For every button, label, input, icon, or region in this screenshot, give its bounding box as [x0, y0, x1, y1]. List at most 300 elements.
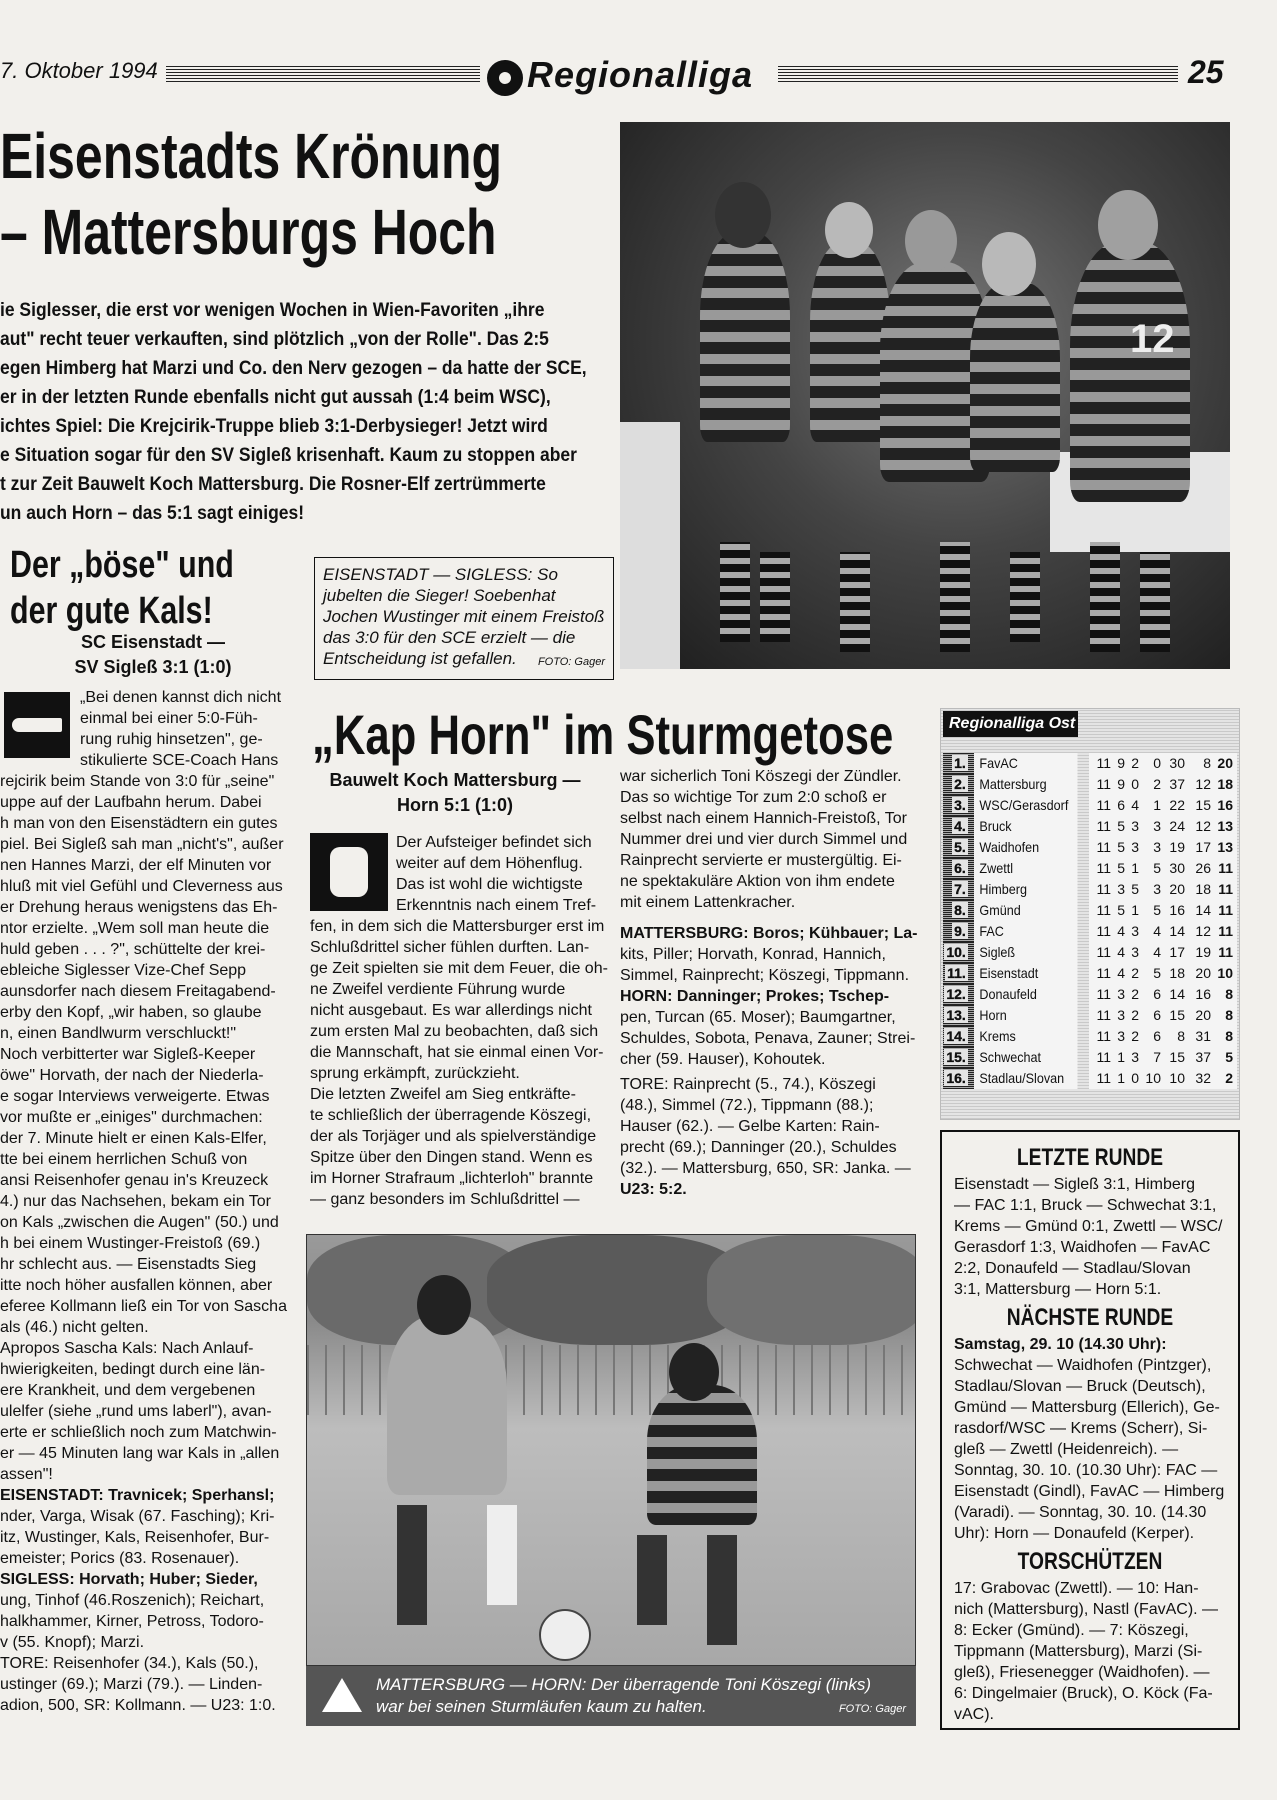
triangle-icon: [322, 1678, 362, 1712]
stat-d: 2: [1131, 965, 1139, 981]
text-line: nicht ausgebaut. Es war allerdings nicht: [310, 1002, 592, 1019]
rank-label: 16.: [946, 1070, 966, 1086]
stat-ga: 32: [1195, 1070, 1211, 1086]
caption-line: war bei seinen Sturmläufen kaum zu halten.: [376, 1697, 707, 1716]
text-line: mit einem Lattenkracher.: [620, 894, 796, 911]
text-line: Nummer drei und vier durch Simmel und: [620, 831, 908, 848]
stat-l: 3: [1153, 839, 1161, 855]
lineup-line: halkhammer, Kirner, Petross, Todoro-: [0, 1613, 264, 1630]
table-row: [943, 1026, 1237, 1047]
text-line: vAC).: [954, 1706, 994, 1723]
lineup-line: U23: 5:2.: [620, 1181, 687, 1198]
text-line: huld geben . . . ?", schüttelte der krei-: [0, 941, 266, 958]
table-row: [943, 837, 1237, 858]
table-row: [943, 921, 1237, 942]
text-line: die Mannschaft, hat sie einmal einen Vor-: [310, 1044, 604, 1061]
text-line: n, einen Bandlwurm verschluckt!": [0, 1025, 237, 1042]
text-line: rejcirik beim Stande von 3:0 für „seine": [0, 773, 275, 790]
lineup-line: Simmel, Rainprecht; Köszegi, Tippmann.: [620, 967, 910, 984]
results-box: [940, 1130, 1240, 1730]
lineup-line: itz, Wustinger, Kals, Reisenhofer, Bur-: [0, 1529, 270, 1546]
text-line: e sogar Interviews verweigerte. Etwas: [0, 1088, 270, 1105]
text-line: 6: Dingelmaier (Bruck), O. Köck (Fa-: [954, 1685, 1213, 1702]
stat-gf: 10: [1169, 1070, 1185, 1086]
stat-l: 10: [1145, 1070, 1161, 1086]
lineup-line: adion, 500, SR: Kollmann. — U23: 1:0.: [0, 1697, 276, 1714]
stat-g: 11: [1096, 986, 1111, 1002]
team-cell: Horn: [974, 1005, 1078, 1026]
text-line: ebleiche Siglesser Vize-Chef Sepp: [0, 962, 247, 979]
text-line: ne spektakuläre Aktion von ihm endete: [620, 873, 895, 890]
intro-line: ichtes Spiel: Die Krejcirik-Truppe blieb 3:1-Derbysieger! Jetzt wird: [0, 416, 548, 437]
caption-text: EISENSTADT — SIGLESS: So jubelten die Sieger! Soebenhat Jochen Wustinger mit einem Freistoß das 3:0 für den SCE erzielt — die Entscheidung ist gefallen.: [323, 565, 605, 668]
text-line: ntor erzielte. „Wem soll man heute die: [0, 920, 270, 937]
football-icon: [487, 60, 523, 96]
intro-line: un auch Horn – das 5:1 sagt einiges!: [0, 503, 305, 524]
stat-g: 11: [1096, 1070, 1111, 1086]
stats-cell: [1089, 963, 1237, 984]
stats-cell: [1089, 816, 1237, 837]
stat-l: 5: [1153, 965, 1161, 981]
stat-w: 3: [1117, 1028, 1125, 1044]
stat-l: 7: [1153, 1049, 1161, 1065]
text-line: Eisenstadt (Gindl), FavAC — Himberg: [954, 1483, 1225, 1500]
stat-ga: 18: [1195, 881, 1211, 897]
stat-l: 4: [1153, 944, 1161, 960]
lineup-line: cher (59. Hauser), Kohoutek.: [620, 1051, 826, 1068]
table-row: [943, 816, 1237, 837]
rank-label: 2.: [954, 776, 966, 792]
issue-date: 7. Oktober 1994: [0, 58, 158, 83]
text-line: Sonntag, 30. 10. (10.30 Uhr): FAC —: [954, 1462, 1218, 1479]
text-line: weiter auf dem Höhenflug.: [396, 855, 583, 872]
rank-cell: [943, 837, 974, 858]
stat-gf: 24: [1169, 818, 1185, 834]
text-line: ansi Reisenhofer genau in's Kreuzeck: [0, 1172, 269, 1189]
stat-w: 3: [1117, 986, 1125, 1002]
table-row: [943, 795, 1237, 816]
stat-d: 1: [1131, 860, 1139, 876]
stat-g: 11: [1096, 755, 1111, 771]
header-rule-left: [166, 66, 480, 82]
header-rule-right: [778, 66, 1178, 82]
next-round-text: [954, 1334, 1226, 1544]
table-row: [943, 879, 1237, 900]
stat-gf: 37: [1169, 776, 1185, 792]
lineup-line: emeister; Porics (83. Rosenauer).: [0, 1550, 240, 1567]
scorers-text: [954, 1578, 1226, 1725]
stat-ga: 20: [1195, 965, 1211, 981]
stat-ga: 15: [1195, 797, 1211, 813]
rank-label: 4.: [954, 818, 966, 834]
stat-g: 11: [1096, 923, 1111, 939]
stat-d: 3: [1131, 818, 1139, 834]
table-row: [943, 858, 1237, 879]
stat-gf: 15: [1169, 1007, 1185, 1023]
stat-ga: 12: [1195, 923, 1211, 939]
text-line: Uhr): Horn — Donaufeld (Kerper).: [954, 1525, 1195, 1542]
team-cell: Mattersburg: [974, 774, 1078, 795]
stat-d: 3: [1131, 944, 1139, 960]
stat-ga: 12: [1195, 776, 1211, 792]
team-cell: Bruck: [974, 816, 1078, 837]
stat-pts: 11: [1218, 944, 1233, 960]
text-line: itte noch höher ausfallen können, aber: [0, 1277, 273, 1294]
text-line: Schwechat — Waidhofen (Pintzger),: [954, 1357, 1212, 1374]
last-round-text: [954, 1174, 1226, 1300]
section-title: Regionalliga: [527, 54, 754, 95]
article2-match-line-1: Bauwelt Koch Mattersburg —: [329, 770, 581, 790]
rank-label: 5.: [954, 839, 966, 855]
lineup-line: SIGLESS: Horvath; Huber; Sieder,: [0, 1571, 258, 1588]
stat-d: 3: [1131, 839, 1139, 855]
stat-l: 6: [1153, 986, 1161, 1002]
stat-gf: 15: [1169, 1049, 1185, 1065]
team-cell: Donaufeld: [974, 984, 1078, 1005]
text-line: hluß mit viel Gefühl und Cleverness aus: [0, 878, 283, 895]
text-line: erte er schließlich noch zum Matchwin-: [0, 1424, 277, 1441]
lineup-line: kits, Piller; Horvath, Konrad, Hannich,: [620, 946, 886, 963]
stat-g: 11: [1096, 839, 1111, 855]
stat-g: 11: [1096, 902, 1111, 918]
caption-line: MATTERSBURG — HORN: Der überragende Toni Köszegi (links): [376, 1675, 872, 1694]
text-line: fen, in dem sich die Mattersburger erst im: [310, 918, 605, 935]
table-row: [943, 1068, 1237, 1089]
text-line: zum ersten Mal zu beobachten, daß sich: [310, 1023, 599, 1040]
text-line: ne Zweifel verdiente Führung wurde: [310, 981, 566, 998]
stat-ga: 31: [1195, 1028, 1211, 1044]
stat-gf: 17: [1169, 944, 1185, 960]
stats-cell: [1089, 879, 1237, 900]
stats-cell: [1089, 774, 1237, 795]
stat-ga: 19: [1195, 944, 1211, 960]
text-line: nen Hannes Marzi, der elf Minuten vor: [0, 857, 272, 874]
stat-d: 2: [1131, 1007, 1139, 1023]
article1-headline-line-2: der gute Kals!: [10, 590, 213, 632]
stats-cell: [1089, 921, 1237, 942]
celebration-photo: [620, 122, 1230, 669]
table-row: [943, 753, 1237, 774]
rank-cell: [943, 984, 974, 1005]
text-line: te schließlich der überragende Köszegi,: [310, 1107, 592, 1124]
rank-cell: [943, 879, 974, 900]
headline-line-1: Eisenstadts Krönung: [0, 120, 503, 192]
stat-gf: 14: [1169, 923, 1185, 939]
rank-cell: [943, 963, 974, 984]
text-line: ge Zeit spielten sie mit dem Feuer, die oh-: [310, 960, 608, 977]
stat-l: 1: [1153, 797, 1161, 813]
stat-d: 2: [1131, 755, 1139, 771]
stat-w: 4: [1117, 944, 1125, 960]
lineup-line: (32.). — Mattersburg, 650, SR: Janka. —: [620, 1160, 911, 1177]
match-action-photo: [306, 1234, 916, 1666]
rank-cell: [943, 858, 974, 879]
page-number: 25: [1188, 54, 1224, 90]
stat-w: 9: [1117, 755, 1125, 771]
text-line: nich (Mattersburg), Nastl (FavAC). —: [954, 1601, 1219, 1618]
lineup-line: v (55. Knopf); Marzi.: [0, 1634, 145, 1651]
table-row: [943, 1047, 1237, 1068]
stat-g: 11: [1096, 881, 1111, 897]
intro-line: t zur Zeit Bauwelt Koch Mattersburg. Die Rosner-Elf zertrümmerte: [0, 474, 546, 495]
stat-l: 6: [1153, 1028, 1161, 1044]
team-cell: FAC: [974, 921, 1078, 942]
stats-cell: [1089, 858, 1237, 879]
text-line: 3:1, Mattersburg — Horn 5:1.: [954, 1281, 1162, 1298]
stat-ga: 20: [1195, 1007, 1211, 1023]
article1-match-line-1: SC Eisenstadt —: [80, 632, 226, 652]
stat-d: 5: [1131, 881, 1139, 897]
text-line: Tippmann (Mattersburg), Marzi (Si-: [954, 1643, 1203, 1660]
stat-pts: 13: [1217, 818, 1233, 834]
lineup-line: Schuldes, Sobota, Penava, Zauner; Strei-: [620, 1030, 916, 1047]
standings-table: [940, 708, 1240, 1120]
text-line: im Horner Strafraum „lichterloh" brannte: [310, 1170, 594, 1187]
lineup-line: TORE: Rainprecht (5., 74.), Köszegi: [620, 1076, 876, 1093]
stats-cell: [1089, 942, 1237, 963]
stat-gf: 19: [1169, 839, 1185, 855]
team-cell: Stadlau/Slovan: [974, 1068, 1078, 1089]
stat-d: 2: [1131, 986, 1139, 1002]
text-line: stikulierte SCE-Coach Hans: [80, 752, 279, 769]
stat-ga: 16: [1195, 986, 1211, 1002]
text-line: rung ruhig hinsetzen", ge-: [80, 731, 263, 748]
stat-gf: 30: [1169, 860, 1185, 876]
stat-d: 1: [1131, 902, 1139, 918]
lineup-line: MATTERSBURG: Boros; Kühbauer; La-: [620, 925, 918, 942]
text-line: gleß), Friesenegger (Waidhofen). —: [954, 1664, 1210, 1681]
rank-label: 8.: [954, 902, 966, 918]
stat-w: 5: [1117, 860, 1125, 876]
text-line: der als Torjäger und als spielverständige: [310, 1128, 597, 1145]
lineup-line: precht (69.); Danninger (20.), Schuldes: [620, 1139, 897, 1156]
text-line: Das ist wohl die wichtigste: [396, 876, 583, 893]
stats-cell: [1089, 984, 1237, 1005]
jersey-number: 12: [1130, 317, 1175, 361]
lineup-line: TORE: Reisenhofer (34.), Kals (50.),: [0, 1655, 259, 1672]
lineup-line: (48.), Simmel (72.), Tippmann (88.);: [620, 1097, 874, 1114]
stat-pts: 8: [1225, 1007, 1233, 1023]
text-line: 2:2, Donaufeld — Stadlau/Slovan: [954, 1260, 1191, 1277]
rank-cell: [943, 753, 974, 774]
rank-cell: [943, 795, 974, 816]
text-line: Krems — Gmünd 0:1, Zwettl — WSC/: [954, 1218, 1223, 1235]
rank-cell: [943, 774, 974, 795]
rank-cell: [943, 816, 974, 837]
rank-cell: [943, 900, 974, 921]
stat-l: 3: [1153, 881, 1161, 897]
stats-cell: [1089, 837, 1237, 858]
text-line: ere Krankheit, und dem vergebenen: [0, 1382, 256, 1399]
stat-g: 11: [1096, 860, 1111, 876]
table-row: [943, 942, 1237, 963]
stat-d: 3: [1131, 923, 1139, 939]
text-line: er Drehung heraus wenigstens das Eh-: [0, 899, 278, 916]
stat-w: 5: [1117, 902, 1125, 918]
rank-label: 6.: [954, 860, 966, 876]
stat-pts: 16: [1217, 797, 1233, 813]
stats-cell: [1089, 1026, 1237, 1047]
stat-ga: 26: [1195, 860, 1211, 876]
article2-match: [320, 768, 590, 818]
table-row: [943, 984, 1237, 1005]
text-line: „Bei denen kannst dich nicht: [80, 689, 282, 706]
stat-w: 6: [1117, 797, 1125, 813]
stat-d: 4: [1131, 797, 1139, 813]
stat-l: 0: [1153, 755, 1161, 771]
rank-label: 9.: [954, 923, 966, 939]
scorers-heading: TORSCHÜTZEN: [1017, 1548, 1163, 1575]
stat-gf: 8: [1177, 1028, 1185, 1044]
stat-w: 9: [1117, 776, 1125, 792]
rank-cell: [943, 921, 974, 942]
stat-pts: 5: [1225, 1049, 1233, 1065]
rank-cell: [943, 1068, 974, 1089]
text-line: war sicherlich Toni Köszegi der Zündler.: [620, 768, 902, 785]
stat-ga: 12: [1195, 818, 1211, 834]
stats-cell: [1089, 795, 1237, 816]
stat-d: 2: [1131, 1028, 1139, 1044]
stat-g: 11: [1096, 944, 1111, 960]
text-line: einmal bei einer 5:0-Füh-: [80, 710, 258, 727]
text-line: assen"!: [0, 1466, 53, 1483]
text-line: Apropos Sascha Kals: Nach Anlauf-: [0, 1340, 254, 1357]
headline-line-2: – Mattersburgs Hoch: [0, 196, 497, 268]
text-line: Schlußdrittel sicher fühlen durften. Lan-: [310, 939, 590, 956]
football: [539, 1609, 591, 1661]
stat-pts: 11: [1218, 902, 1233, 918]
text-line: — ganz besonders im Schlußdrittel —: [310, 1191, 580, 1208]
stat-w: 5: [1117, 818, 1125, 834]
stat-gf: 22: [1169, 797, 1185, 813]
text-line: uppe auf der Laufbahn herum. Dabei: [0, 794, 262, 811]
text-line: Erkenntnis nach einem Tref-: [396, 897, 597, 914]
intro-line: aut" recht teuer verkauften, sind plötzlich „von der Rolle". Das 2:5: [0, 329, 549, 350]
text-line: Stadlau/Slovan — Bruck (Deutsch),: [954, 1378, 1206, 1395]
stat-g: 11: [1096, 1007, 1111, 1023]
team-cell: Gmünd: [974, 900, 1078, 921]
text-line: erby den Kopf, „wir haben, so glaube: [0, 1004, 262, 1021]
text-line: rasdorf/WSC — Krems (Scherr), Si-: [954, 1420, 1208, 1437]
rank-label: 10.: [946, 944, 966, 960]
stat-pts: 18: [1217, 776, 1233, 792]
lineup-line: ustinger (69.); Marzi (79.). — Linden-: [0, 1676, 263, 1693]
stats-cell: [1089, 1068, 1237, 1089]
stat-g: 11: [1096, 818, 1111, 834]
intro-line: ie Siglesser, die erst vor wenigen Wochen in Wien-Favoriten „ihre: [0, 300, 545, 321]
stats-cell: [1089, 1005, 1237, 1026]
article1-headline-line-1: Der „böse" und: [10, 544, 234, 586]
stat-g: 11: [1096, 776, 1111, 792]
team-cell: Krems: [974, 1026, 1078, 1047]
text-line: tte bei einem herrlichen Schuß von: [0, 1151, 248, 1168]
stat-l: 5: [1153, 860, 1161, 876]
photo-caption-bottom: [306, 1666, 916, 1726]
stat-pts: 20: [1217, 755, 1233, 771]
stat-l: 5: [1153, 902, 1161, 918]
rank-label: 12.: [946, 986, 966, 1002]
stat-pts: 10: [1217, 965, 1233, 981]
intro-line: egen Himberg hat Marzi und Co. den Nerv gezogen – da hatte der SCE,: [0, 358, 587, 379]
article1-body: [0, 687, 300, 1716]
team-cell: Himberg: [974, 879, 1078, 900]
stat-g: 11: [1096, 1049, 1111, 1065]
text-line: (Varadi). — Sonntag, 30. 10. (14.30: [954, 1504, 1207, 1521]
main-headline: [0, 118, 503, 270]
stat-gf: 14: [1169, 986, 1185, 1002]
article2-body-left: [310, 832, 610, 1210]
text-line: hwierigkeiten, bedingt durch eine län-: [0, 1361, 266, 1378]
text-line: eferee Kollmann ließ ein Tor von Sascha: [0, 1298, 287, 1315]
team-cell: WSC/Gerasdorf: [974, 795, 1078, 816]
article1-match: [58, 630, 248, 680]
team-cell: Zwettl: [974, 858, 1078, 879]
next-round-heading: NÄCHSTE RUNDE: [1006, 1304, 1174, 1331]
rank-cell: [943, 1047, 974, 1068]
photo-caption-top: [314, 557, 614, 680]
text-line: h bei einem Wustinger-Freistoß (69.): [0, 1235, 261, 1252]
text-line: Die letzten Zweifel am Sieg entkräfte-: [310, 1086, 576, 1103]
stat-pts: 11: [1218, 860, 1233, 876]
last-round-heading: LETZTE RUNDE: [1016, 1144, 1164, 1171]
article1-match-line-2: SV Sigleß 3:1 (1:0): [74, 657, 232, 677]
stat-pts: 11: [1218, 881, 1233, 897]
stat-w: 4: [1117, 965, 1125, 981]
stat-g: 11: [1096, 1028, 1111, 1044]
text-line: h man von den Eisenstädtern ein gutes: [0, 815, 278, 832]
text-line: Rainprecht servierte er mustergültig. Ei-: [620, 852, 902, 869]
text-line: Spitze über den Dingen stand. Wenn es: [310, 1149, 593, 1166]
text-line: vor mußte er „einiges" durchmachen:: [0, 1109, 263, 1126]
text-line: 17: Grabovac (Zwettl). — 10: Han-: [954, 1580, 1199, 1597]
stats-cell: [1089, 1047, 1237, 1068]
table-row: [943, 963, 1237, 984]
stat-l: 6: [1153, 1007, 1161, 1023]
text-line: 8: Ecker (Gmünd). — 7: Köszegi,: [954, 1622, 1189, 1639]
text-line: öwe" Horvath, der nach der Niederla-: [0, 1067, 264, 1084]
stat-d: 0: [1131, 1070, 1139, 1086]
text-line: piel. Bei Sigleß sah man „nicht's", außer: [0, 836, 284, 853]
text-line: Samstag, 29. 10 (14.30 Uhr):: [954, 1336, 1167, 1353]
team-cell: FavAC: [974, 753, 1078, 774]
text-line: selbst nach einem Hannich-Freistoß, Tor: [620, 810, 907, 827]
standings-rows: [943, 753, 1237, 1089]
text-line: Gerasdorf 1:3, Waidhofen — FavAC: [954, 1239, 1211, 1256]
stat-w: 3: [1117, 1007, 1125, 1023]
stats-cell: [1089, 900, 1237, 921]
text-line: — FAC 1:1, Bruck — Schwechat 3:1,: [954, 1197, 1217, 1214]
rank-label: 7.: [954, 881, 966, 897]
photo-credit: FOTO: Gager: [537, 656, 605, 668]
text-line: 4.) nur das Nachsehen, bekam ein Tor: [0, 1193, 271, 1210]
article2-headline: „Kap Horn" im Sturmgetose: [312, 703, 894, 766]
rank-cell: [943, 942, 974, 963]
stat-pts: 11: [1218, 923, 1233, 939]
stat-d: 0: [1131, 776, 1139, 792]
stat-gf: 18: [1169, 965, 1185, 981]
text-line: gleß — Zwettl (Heidenreich). —: [954, 1441, 1179, 1458]
lineup-line: HORN: Danninger; Prokes; Tschep-: [620, 988, 890, 1005]
rank-label: 1.: [954, 755, 966, 771]
article2-match-line-2: Horn 5:1 (1:0): [396, 795, 513, 815]
rank-label: 3.: [954, 797, 966, 813]
lineup-line: ung, Tinhof (46.Roszenich); Reichart,: [0, 1592, 265, 1609]
text-line: der 7. Minute hielt er einen Kals-Elfer,: [0, 1130, 267, 1147]
stat-d: 3: [1131, 1049, 1139, 1065]
table-row: [943, 900, 1237, 921]
text-line: ulelfer (siehe „rund ums laberl"), avan-: [0, 1403, 272, 1420]
stats-cell: [1089, 753, 1237, 774]
